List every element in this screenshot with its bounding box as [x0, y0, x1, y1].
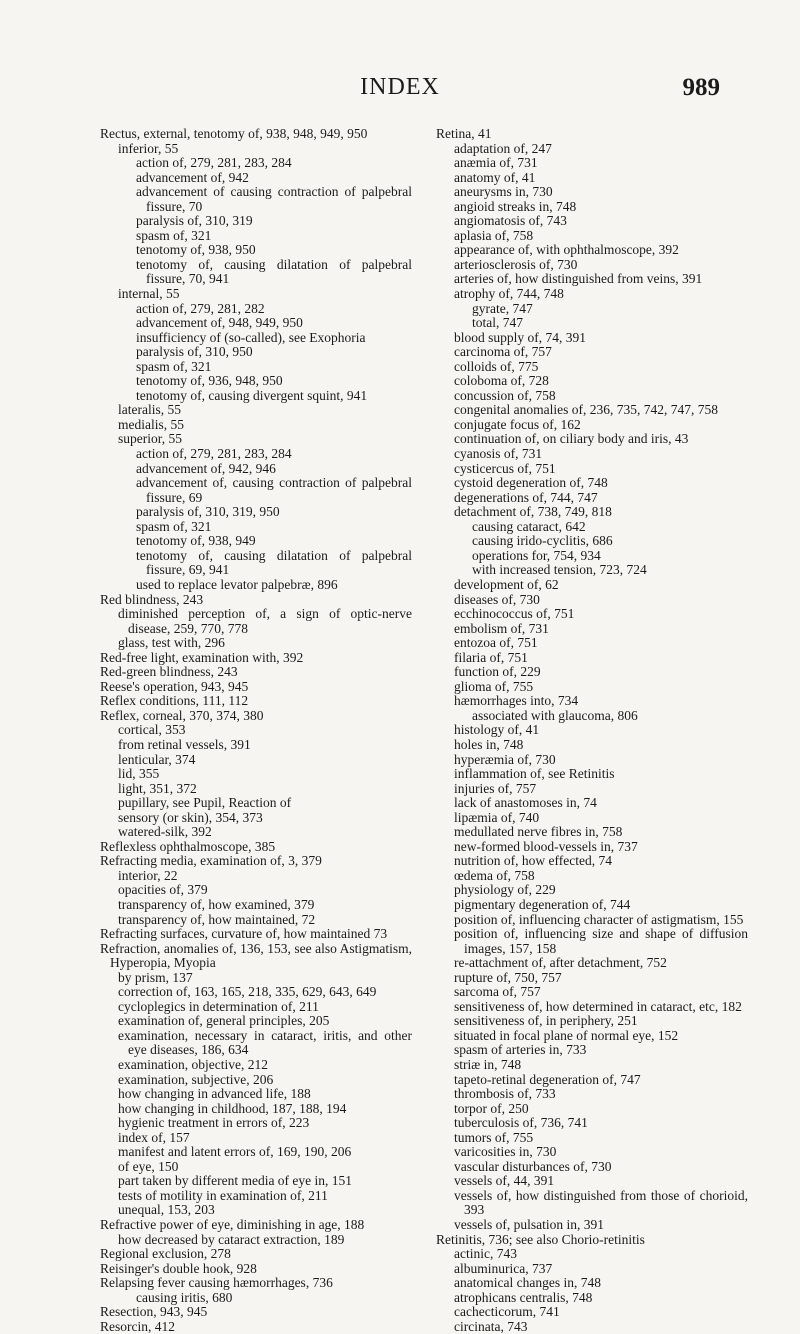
index-subentry: paralysis of, 310, 950	[136, 344, 253, 360]
index-subentry: cachecticorum, 741	[454, 1304, 560, 1320]
index-subentry: lack of anastomoses in, 74	[454, 795, 597, 811]
index-subentry: tenotomy of, 938, 949	[136, 533, 256, 549]
index-subentry: re-attachment of, after detachment, 752	[454, 955, 667, 971]
page-title: INDEX	[360, 74, 440, 100]
index-subentry: part taken by different media of eye in, 151	[118, 1173, 353, 1189]
index-subentry: spasm of arteries in, 733	[454, 1042, 587, 1058]
index-heading-entry: Reflex conditions, 111, 112	[100, 693, 249, 709]
index-subentry: how decreased by cataract extraction, 189	[118, 1231, 345, 1247]
index-subentry: correction of, 163, 165, 218, 335, 629, 643, 649	[118, 984, 377, 1000]
index-subentry: tenotomy of, 938, 950	[136, 242, 256, 258]
index-subentry: embolism of, 731	[454, 620, 549, 636]
index-subentry: angioid streaks in, 748	[454, 198, 577, 214]
index-subentry: internal, 55	[118, 286, 180, 302]
index-subentry: how changing in advanced life, 188	[118, 1086, 311, 1102]
index-subentry: carcinoma of, 757	[454, 344, 552, 360]
index-subentry: sarcoma of, 757	[454, 984, 541, 1000]
index-subentry: atrophy of, 744, 748	[454, 286, 564, 302]
index-subentry: thrombosis of, 733	[454, 1086, 556, 1102]
index-subentry: sensitiveness of, how determined in cataract, etc, 182	[454, 998, 742, 1014]
index-subentry: vessels of, how distinguished from those of chorioid, 393	[454, 1187, 752, 1218]
index-column-right	[418, 126, 752, 1334]
index-subentry: anatomy of, 41	[454, 169, 536, 185]
index-subentry: medullated nerve fibres in, 758	[454, 824, 623, 840]
index-subentry: from retinal vessels, 391	[118, 736, 251, 752]
index-subentry: examination, necessary in cataract, iritis, and other eye diseases, 186, 634	[118, 1027, 416, 1058]
index-subentry: vessels of, pulsation in, 391	[454, 1217, 604, 1233]
index-heading-entry: Resection, 943, 945	[100, 1304, 208, 1320]
index-subentry: congenital anomalies of, 236, 735, 742, 747, 758	[454, 402, 718, 418]
index-subentry: lipæmia of, 740	[454, 809, 540, 825]
index-subentry: sensitiveness of, in periphery, 251	[454, 1013, 638, 1029]
index-subentry: varicosities in, 730	[454, 1144, 557, 1160]
index-subentry: spasm of, 321	[136, 518, 212, 534]
index-subentry: concussion of, 758	[454, 387, 556, 403]
index-column-left	[82, 126, 416, 1334]
index-subentry: filaria of, 751	[454, 649, 528, 665]
index-subentry: lateralis, 55	[118, 402, 181, 418]
index-subentry: colloids of, 775	[454, 358, 539, 374]
index-subentry: action of, 279, 281, 283, 284	[136, 155, 292, 171]
index-heading-entry: Reisinger's double hook, 928	[100, 1260, 257, 1276]
index-subentry: development of, 62	[454, 576, 559, 592]
index-subentry: entozoa of, 751	[454, 635, 538, 651]
index-subentry: inflammation of, see Retinitis	[454, 766, 615, 782]
index-subentry: associated with glaucoma, 806	[472, 707, 638, 723]
index-subentry: appearance of, with ophthalmoscope, 392	[454, 242, 679, 258]
index-subentry: cyanosis of, 731	[454, 446, 543, 462]
index-subentry: cortical, 353	[118, 722, 186, 738]
index-subentry: diseases of, 730	[454, 591, 540, 607]
index-subentry: operations for, 754, 934	[472, 547, 601, 563]
index-subentry: causing iritis, 680	[136, 1289, 233, 1305]
index-heading-entry: Retina, 41	[436, 126, 492, 141]
index-subentry: advancement of causing contraction of palpebral fissure, 70	[136, 184, 416, 214]
index-subentry: atrophicans centralis, 748	[454, 1289, 593, 1305]
index-heading-entry: Rectus, external, tenotomy of, 938, 948, 949, 950	[100, 126, 368, 141]
index-heading-entry: Reflexless ophthalmoscope, 385	[100, 838, 276, 854]
index-subentry: aplasia of, 758	[454, 227, 534, 243]
index-subentry: lid, 355	[118, 766, 160, 782]
index-subentry: histology of, 41	[454, 722, 540, 738]
index-subentry: opacities of, 379	[118, 882, 208, 898]
index-subentry: advancement of, 942, 946	[136, 460, 276, 476]
index-subentry: tenotomy of, causing dilatation of palpebral fissure, 70, 941	[136, 256, 416, 287]
index-subentry: pupillary, see Pupil, Reaction of	[118, 795, 292, 811]
index-subentry: hyperæmia of, 730	[454, 751, 556, 767]
index-subentry: tapeto-retinal degeneration of, 747	[454, 1071, 641, 1087]
index-subentry: tumors of, 755	[454, 1129, 534, 1145]
index-subentry: transparency of, how examined, 379	[118, 896, 315, 912]
page-header	[0, 74, 800, 104]
index-subentry: tests of motility in examination of, 211	[118, 1187, 328, 1203]
index-subentry: pigmentary degeneration of, 744	[454, 896, 631, 912]
index-heading-entry: Refractive power of eye, diminishing in age, 188	[100, 1217, 365, 1233]
index-subentry: circinata, 743	[454, 1318, 528, 1334]
index-subentry: glioma of, 755	[454, 678, 534, 694]
index-subentry: total, 747	[472, 315, 523, 331]
index-subentry: gyrate, 747	[472, 300, 533, 316]
index-subentry: rupture of, 750, 757	[454, 969, 562, 985]
index-subentry: arteriosclerosis of, 730	[454, 256, 578, 272]
index-heading-entry: Resorcin, 412	[100, 1318, 175, 1334]
index-subentry: holes in, 748	[454, 736, 524, 752]
index-subentry: how changing in childhood, 187, 188, 194	[118, 1100, 347, 1116]
index-subentry: causing irido-cyclitis, 686	[472, 533, 613, 549]
index-heading-entry: Refracting surfaces, curvature of, how maintained 73	[100, 926, 388, 942]
index-subentry: by prism, 137	[118, 969, 193, 985]
index-subentry: aneurysms in, 730	[454, 184, 553, 200]
index-subentry: watered-silk, 392	[118, 824, 212, 840]
index-subentry: tenotomy of, causing dilatation of palpebral fissure, 69, 941	[136, 547, 416, 578]
page-number: 989	[682, 74, 720, 101]
index-subentry: blood supply of, 74, 391	[454, 329, 587, 345]
index-subentry: insufficiency of (so-called), see Exophoria	[136, 329, 366, 345]
index-subentry: examination, subjective, 206	[118, 1071, 274, 1087]
index-subentry: coloboma of, 728	[454, 373, 549, 389]
index-subentry: vessels of, 44, 391	[454, 1173, 555, 1189]
index-subentry: position of, influencing character of astigmatism, 155	[454, 911, 744, 927]
index-subentry: physiology of, 229	[454, 882, 556, 898]
index-subentry: cysticercus of, 751	[454, 460, 556, 476]
index-subentry: advancement of, causing contraction of palpebral fissure, 69	[136, 475, 416, 505]
index-subentry: lenticular, 374	[118, 751, 196, 767]
index-subentry: torpor of, 250	[454, 1100, 529, 1116]
index-subentry: anatomical changes in, 748	[454, 1275, 601, 1291]
index-subentry: albuminurica, 737	[454, 1260, 553, 1276]
index-subentry: detachment of, 738, 749, 818	[454, 504, 612, 520]
index-subentry: conjugate focus of, 162	[454, 416, 581, 432]
index-subentry: position of, influencing size and shape of diffusion images, 157, 158	[454, 926, 752, 956]
index-subentry: examination of, general principles, 205	[118, 1013, 330, 1029]
index-subentry: examination, objective, 212	[118, 1057, 268, 1072]
index-subentry: action of, 279, 281, 282	[136, 300, 265, 316]
index-subentry: adaptation of, 247	[454, 140, 552, 156]
index-subentry: nutrition of, how effected, 74	[454, 853, 612, 869]
index-subentry: advancement of, 942	[136, 169, 249, 185]
index-subentry: manifest and latent errors of, 169, 190, 206	[118, 1144, 352, 1160]
index-subentry: of eye, 150	[118, 1158, 179, 1174]
index-heading-entry: Retinitis, 736; see also Chorio-retinitis	[436, 1231, 645, 1247]
index-subentry: glass, test with, 296	[118, 635, 225, 651]
index-heading-entry: Red-free light, examination with, 392	[100, 649, 304, 665]
index-heading-entry: Reese's operation, 943, 945	[100, 678, 249, 694]
index-subentry: new-formed blood-vessels in, 737	[454, 838, 638, 854]
index-subentry: degenerations of, 744, 747	[454, 489, 598, 505]
index-subentry: situated in focal plane of normal eye, 152	[454, 1027, 679, 1043]
index-subentry: tenotomy of, causing divergent squint, 941	[136, 387, 368, 403]
index-subentry: striæ in, 748	[454, 1057, 522, 1072]
index-subentry: actinic, 743	[454, 1246, 517, 1262]
index-subentry: light, 351, 372	[118, 780, 197, 796]
index-subentry: advancement of, 948, 949, 950	[136, 315, 303, 331]
index-subentry: œdema of, 758	[454, 867, 535, 883]
index-subentry: continuation of, on ciliary body and iris, 43	[454, 431, 689, 447]
index-heading-entry: Red blindness, 243	[100, 591, 204, 607]
index-subentry: paralysis of, 310, 319	[136, 213, 253, 229]
index-subentry: ecchinococcus of, 751	[454, 606, 575, 622]
index-subentry: medialis, 55	[118, 416, 184, 432]
index-subentry: hæmorrhages into, 734	[454, 693, 579, 709]
index-heading-entry: Reflex, corneal, 370, 374, 380	[100, 707, 264, 723]
index-subentry: cystoid degeneration of, 748	[454, 475, 608, 491]
index-subentry: diminished perception of, a sign of optic-nerve disease, 259, 770, 778	[118, 606, 416, 636]
index-subentry: spasm of, 321	[136, 227, 212, 243]
index-subentry: index of, 157	[118, 1129, 190, 1145]
index-heading-entry: Red-green blindness, 243	[100, 664, 238, 680]
index-heading-entry: Refraction, anomalies of, 136, 153, see also Astigmatism, Hyperopia, Myopia	[100, 940, 416, 971]
index-subentry: transparency of, how maintained, 72	[118, 911, 316, 927]
index-subentry: interior, 22	[118, 867, 178, 883]
index-subentry: inferior, 55	[118, 140, 179, 156]
index-subentry: arteries of, how distinguished from veins, 391	[454, 271, 703, 287]
index-heading-entry: Regional exclusion, 278	[100, 1246, 231, 1262]
index-subentry: used to replace levator palpebræ, 896	[136, 576, 338, 592]
index-subentry: spasm of, 321	[136, 358, 212, 374]
index-subentry: cycloplegics in determination of, 211	[118, 998, 319, 1014]
index-subentry: unequal, 153, 203	[118, 1202, 215, 1218]
index-subentry: tuberculosis of, 736, 741	[454, 1115, 588, 1131]
index-subentry: tenotomy of, 936, 948, 950	[136, 373, 283, 389]
index-subentry: causing cataract, 642	[472, 518, 586, 534]
index-subentry: injuries of, 757	[454, 780, 537, 796]
index-heading-entry: Refracting media, examination of, 3, 379	[100, 853, 322, 869]
index-subentry: vascular disturbances of, 730	[454, 1158, 612, 1174]
index-subentry: angiomatosis of, 743	[454, 213, 567, 229]
index-subentry: with increased tension, 723, 724	[472, 562, 647, 578]
index-subentry: anæmia of, 731	[454, 155, 538, 171]
index-subentry: hygienic treatment in errors of, 223	[118, 1115, 310, 1131]
index-subentry: function of, 229	[454, 664, 541, 680]
index-heading-entry: Relapsing fever causing hæmorrhages, 736	[100, 1275, 333, 1291]
index-subentry: sensory (or skin), 354, 373	[118, 809, 263, 825]
index-subentry: superior, 55	[118, 431, 182, 447]
index-subentry: paralysis of, 310, 319, 950	[136, 504, 280, 520]
index-subentry: action of, 279, 281, 283, 284	[136, 446, 292, 462]
